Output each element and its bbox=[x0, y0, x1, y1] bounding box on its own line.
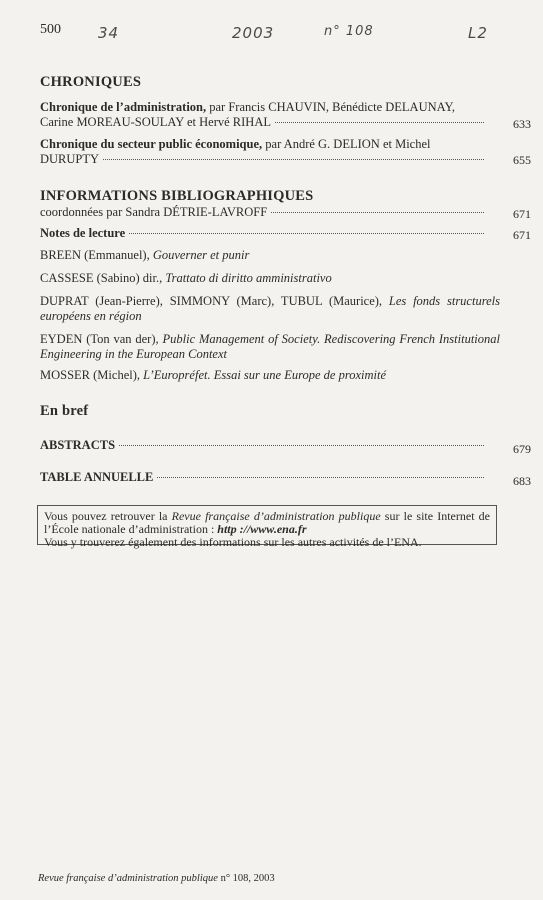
dot-leader bbox=[119, 445, 484, 446]
book-author: EYDEN (Ton van der), bbox=[40, 332, 163, 346]
entry-authors: par André G. DELION et Michel bbox=[262, 137, 431, 151]
journal-name: Revue française d’administration publique bbox=[171, 509, 381, 523]
handwritten-note: L2 bbox=[468, 24, 488, 42]
entry-title: ABSTRACTS bbox=[40, 438, 116, 452]
handwritten-note: 2003 bbox=[232, 24, 275, 42]
entry-authors: Carine MOREAU-SOULAY et Hervé RIHAL bbox=[40, 115, 271, 129]
toc-entry-abstracts[interactable] bbox=[40, 438, 488, 453]
dot-leader bbox=[157, 477, 484, 478]
section-title-chroniques: CHRONIQUES bbox=[40, 74, 142, 90]
book-title: L’Europréfet. Essai sur une Europe de proximité bbox=[143, 368, 387, 382]
handwritten-note: 34 bbox=[98, 24, 120, 42]
book-entry bbox=[40, 248, 500, 263]
entry-title: Chronique de l’administration, bbox=[40, 100, 207, 114]
book-entry bbox=[40, 294, 500, 324]
page-ref: 679 bbox=[513, 442, 531, 456]
entry-authors: par Francis CHAUVIN, Bénédicte DELAUNAY, bbox=[206, 100, 456, 114]
footer-issue: n° 108, 2003 bbox=[217, 873, 275, 884]
toc-entry-chronique-eco[interactable] bbox=[40, 137, 488, 167]
entry-title: Chronique du secteur public économique, bbox=[40, 137, 263, 151]
entry-title: TABLE ANNUELLE bbox=[40, 470, 154, 484]
page-ref: 633 bbox=[513, 117, 531, 131]
page-number: 500 bbox=[40, 22, 61, 37]
toc-entry-coord[interactable] bbox=[40, 205, 488, 220]
section-title-en-bref: En bref bbox=[40, 403, 89, 419]
toc-entry-notes[interactable] bbox=[40, 226, 488, 241]
website-link[interactable]: http ://www.ena.fr bbox=[217, 522, 307, 536]
dot-leader bbox=[271, 212, 484, 213]
entry-authors: DURUPTY bbox=[40, 152, 100, 166]
entry-text: coordonnées par Sandra DÉTRIE-LAVROFF bbox=[40, 205, 268, 219]
book-entry bbox=[40, 271, 500, 286]
entry-title: Notes de lecture bbox=[40, 226, 126, 240]
footer-journal: Revue française d’administration publique bbox=[38, 873, 218, 884]
toc-entry-chronique-admin[interactable] bbox=[40, 100, 488, 130]
book-author: DUPRAT (Jean-Pierre), SIMMONY (Marc), TUBUL (Maurice), bbox=[40, 294, 389, 308]
book-author: BREEN (Emmanuel), bbox=[40, 248, 153, 262]
book-entry bbox=[40, 332, 500, 362]
book-entry bbox=[40, 368, 500, 383]
website-notice-box bbox=[37, 505, 497, 549]
book-author: MOSSER (Michel), bbox=[40, 368, 144, 382]
dot-leader bbox=[275, 122, 484, 123]
toc-entry-table-annuelle[interactable] bbox=[40, 470, 488, 485]
dot-leader bbox=[129, 233, 484, 234]
handwritten-note: n° 108 bbox=[324, 24, 374, 39]
notice-text: Vous y trouverez également des informations sur les autres activités de l’ENA. bbox=[44, 535, 422, 549]
book-author: CASSESE (Sabino) dir., bbox=[40, 271, 166, 285]
book-title: Gouverner et punir bbox=[152, 248, 250, 262]
book-title: Public Management of Society. Rediscovering French Institutional Engineering in the European Context bbox=[40, 332, 501, 361]
page-ref: 671 bbox=[513, 228, 531, 242]
dot-leader bbox=[103, 159, 484, 160]
page-footer bbox=[38, 873, 275, 884]
section-title-informations: INFORMATIONS BIBLIOGRAPHIQUES bbox=[40, 188, 314, 204]
book-title: Les fonds structurels européens en région bbox=[40, 294, 500, 323]
page-ref: 671 bbox=[513, 207, 531, 221]
notice-text: Vous pouvez retrouver la bbox=[44, 509, 172, 523]
page-ref: 683 bbox=[513, 474, 531, 488]
notice-text: sur le site Internet de l’École nationale d’administration : bbox=[44, 509, 490, 536]
page-ref: 655 bbox=[513, 153, 531, 167]
book-title: Trattato di diritto amministrativo bbox=[165, 271, 332, 285]
